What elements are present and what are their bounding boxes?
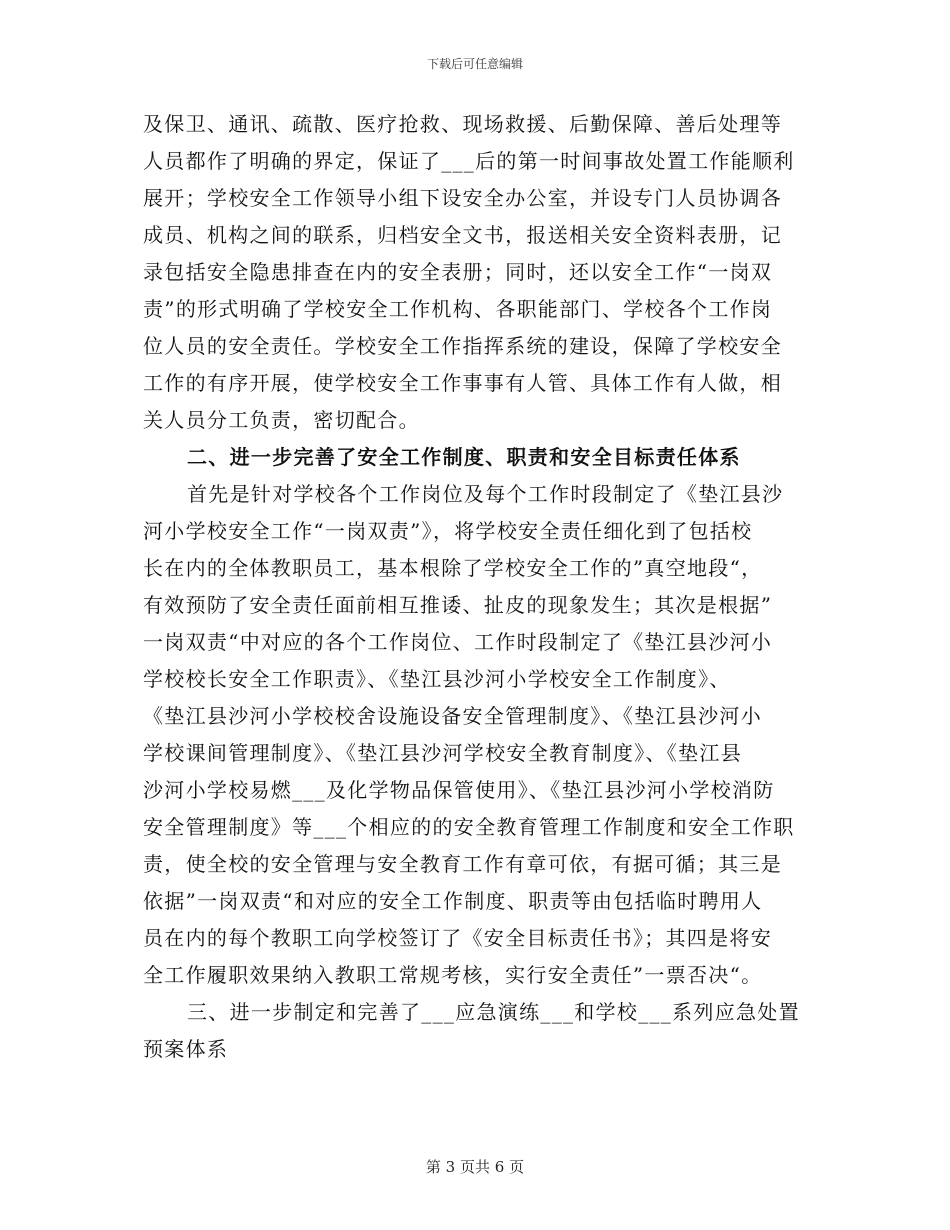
- page-header: 下载后可任意编辑: [426, 57, 523, 71]
- text-line: 关人员分工负责，密切配合。: [143, 408, 420, 432]
- text-line: 预案体系: [143, 1037, 229, 1061]
- text-line: 责”的形式明确了学校安全工作机构、各职能部门、学校各个工作岗: [143, 297, 773, 321]
- text-line: 展开；学校安全工作领导小组下设安全办公室，并设专门人员协调各: [143, 186, 782, 210]
- page-footer: 第 3 页共 6 页: [425, 1158, 525, 1176]
- text-line: 长在内的全体教职员工，基本根除了学校安全工作的”真空地段“，: [143, 556, 763, 580]
- text-line: 责，使全校的安全管理与安全教育工作有章可依，有据可循；其三是: [143, 852, 782, 876]
- document-body: [143, 106, 810, 1068]
- text-line: 及保卫、通讯、疏散、医疗抢救、现场救援、后勤保障、善后处理等: [143, 112, 782, 136]
- text-line: 安全管理制度》等___个相应的的安全教育管理工作制度和安全工作职: [143, 815, 795, 839]
- text-line: 依据”一岗双责“和对应的安全工作制度、职责等由包括临时聘用人: [143, 889, 763, 913]
- text-line: 学校校长安全工作职责》、《垫江县沙河小学校安全工作制度》、: [143, 667, 731, 691]
- text-line: 学校课间管理制度》、《垫江县沙河学校安全教育制度》、《垫江县: [143, 741, 742, 765]
- text-line: 工作的有序开展，使学校安全工作事事有人管、具体工作有人做，相: [143, 371, 782, 395]
- text-line: 《垫江县沙河小学校校舍设施设备安全管理制度》、《垫江县沙河小: [143, 704, 762, 728]
- text-line: 河小学校安全工作“一岗双责”》，将学校安全责任细化到了包括校: [143, 519, 753, 543]
- text-line: 有效预防了安全责任面前相互推诿、扯皮的现象发生；其次是根据”: [143, 593, 773, 617]
- text-line: 成员、机构之间的联系，归档安全文书，报送相关安全资料表册，记: [143, 223, 782, 247]
- text-line: 全工作履职效果纳入教职工常规考核，实行安全责任”一票否决“。: [143, 963, 763, 987]
- text-line: 沙河小学校易燃___及化学物品保管使用》、《垫江县沙河小学校消防: [143, 778, 775, 802]
- text-line: 位人员的安全责任。学校安全工作指挥系统的建设，保障了学校安全: [143, 334, 782, 358]
- text-line: 录包括安全隐患排查在内的安全表册；同时，还以安全工作“一岗双: [143, 260, 773, 284]
- text-line: 员在内的每个教职工向学校签订了《安全目标责任书》；其四是将安: [143, 926, 772, 950]
- section-heading: 二、进一步完善了安全工作制度、职责和安全目标责任体系: [187, 445, 741, 469]
- text-line: 一岗双责“中对应的各个工作岗位、工作时段制定了《垫江县沙河小: [143, 630, 773, 654]
- text-line: 三、进一步制定和完善了___应急演练___和学校___系列应急处置: [187, 1000, 800, 1024]
- text-line: 人员都作了明确的界定，保证了___后的第一时间事故处置工作能顺利: [143, 149, 795, 173]
- text-line: 首先是针对学校各个工作岗位及每个工作时段制定了《垫江县沙: [187, 482, 784, 506]
